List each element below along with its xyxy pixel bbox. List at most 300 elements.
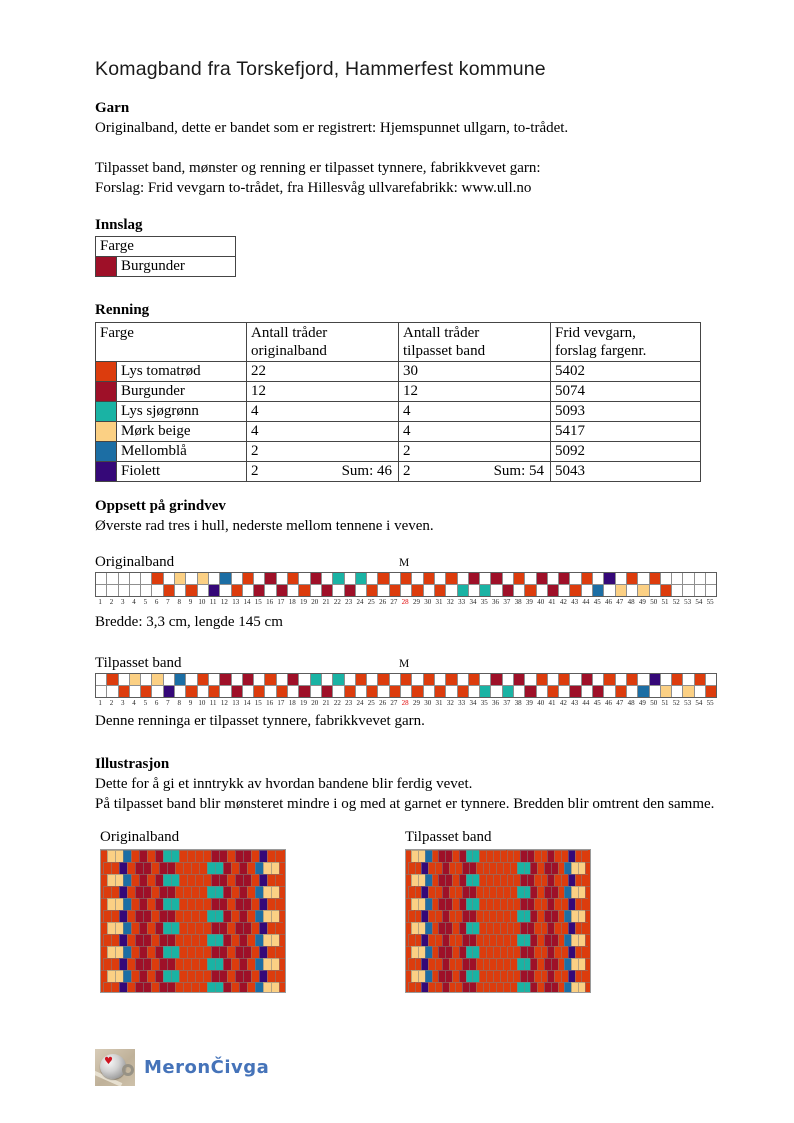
weave-brick: [513, 970, 520, 982]
weave-brick: [139, 946, 147, 958]
weave-brick: [432, 850, 439, 862]
weft-row: [101, 850, 285, 862]
warp-cell: [198, 686, 208, 697]
warp-cell: [570, 585, 580, 596]
weave-brick: [155, 850, 163, 862]
weft-row: [101, 934, 285, 946]
warp-cell: [672, 686, 682, 697]
weave-brick: [187, 922, 195, 934]
warp-cell: [401, 674, 411, 685]
weave-brick: [251, 874, 259, 886]
weave-brick: [411, 970, 418, 982]
weave-brick: [568, 922, 575, 934]
warp-cell: [107, 686, 117, 697]
warp-cell: [220, 573, 230, 584]
warp-cell: [514, 674, 524, 685]
weave-brick: [517, 862, 524, 874]
weave-brick: [493, 898, 500, 910]
weave-brick: [452, 946, 459, 958]
weave-brick: [449, 934, 456, 946]
weave-brick: [571, 910, 578, 922]
weave-brick: [466, 874, 473, 886]
warp-cell: [333, 585, 343, 596]
weave-brick: [111, 910, 119, 922]
color-swatch: [96, 422, 117, 442]
thread-number: 5: [143, 699, 148, 707]
weave-brick: [571, 862, 578, 874]
weave-brick: [267, 874, 275, 886]
tilpasset-count: 2 Sum: 54: [399, 462, 551, 482]
weave-brick: [520, 898, 527, 910]
weave-brick: [111, 886, 119, 898]
thread-number: 12: [220, 598, 228, 606]
thread-number: 33: [458, 598, 466, 606]
weave-brick: [575, 874, 582, 886]
weave-brick: [438, 970, 445, 982]
thread-number: 24: [356, 598, 364, 606]
warp-cell: [96, 674, 106, 685]
innslag-table: [95, 236, 236, 277]
thread-number: 4: [132, 598, 136, 606]
weave-brick: [435, 934, 442, 946]
thread-number: 11: [209, 598, 217, 606]
warp-cell: [412, 573, 422, 584]
warp-cell: [378, 686, 388, 697]
weft-row: [406, 862, 590, 874]
weave-brick: [103, 862, 111, 874]
weave-brick: [227, 898, 235, 910]
thread-number: 14: [243, 598, 251, 606]
weave-brick: [127, 862, 135, 874]
warp-cell: [141, 585, 151, 596]
weave-brick: [271, 958, 279, 970]
warp-cell: [299, 573, 309, 584]
warp-cell: [480, 585, 490, 596]
thread-number: 20: [311, 598, 319, 606]
warp-cell: [164, 585, 174, 596]
warp-cell: [548, 686, 558, 697]
illustration-panels: [100, 828, 718, 993]
warp-cell: [695, 686, 705, 697]
thread-number: 36: [492, 598, 500, 606]
weave-brick: [452, 850, 459, 862]
weave-brick: [541, 970, 548, 982]
warp-cell: [683, 585, 693, 596]
weave-brick: [155, 970, 163, 982]
weave-brick: [123, 946, 131, 958]
weave-brick: [408, 934, 415, 946]
weave-brick: [235, 922, 243, 934]
oppsett-instruction: Øverste rad tres i hull, nederste mellom tennene i veven.: [95, 518, 434, 534]
weave-brick: [127, 982, 135, 993]
weave-brick: [259, 850, 267, 862]
weave-brick: [442, 958, 449, 970]
warp-cell: [435, 573, 445, 584]
warp-cell: [638, 585, 648, 596]
weave-brick: [131, 946, 139, 958]
warp-cell: [277, 585, 287, 596]
weave-brick: [541, 898, 548, 910]
weave-brick: [211, 946, 219, 958]
thread-number: 6: [154, 699, 159, 707]
weave-brick: [279, 958, 286, 970]
warp-cell: [119, 674, 129, 685]
weave-brick: [493, 874, 500, 886]
weave-brick: [551, 886, 558, 898]
tilpasset-caption: Denne renninga er tilpasset tynnere, fabrikkvevet garn.: [95, 713, 425, 729]
thread-number: 4: [132, 699, 136, 707]
warp-cell: [548, 585, 558, 596]
thread-number: 31: [435, 699, 443, 707]
weave-brick: [415, 886, 422, 898]
thread-number: 38: [514, 598, 522, 606]
weft-row: [101, 898, 285, 910]
original-count: 2 Sum: 46: [247, 462, 399, 482]
thread-number: 35: [480, 699, 488, 707]
renning-heading: Renning: [95, 302, 150, 318]
weave-brick: [455, 934, 462, 946]
warp-cell: [514, 686, 524, 697]
weave-brick: [425, 874, 432, 886]
warp-cell: [232, 686, 242, 697]
weave-brick: [534, 946, 541, 958]
warp-cell: [683, 573, 693, 584]
weave-brick: [571, 982, 578, 993]
weave-brick: [179, 850, 187, 862]
weave-brick: [171, 946, 179, 958]
weave-brick: [415, 862, 422, 874]
weave-brick: [163, 922, 171, 934]
warp-cell: [582, 573, 592, 584]
tilpasset-count: 12: [399, 382, 551, 402]
thread-number: 33: [458, 699, 466, 707]
heart-icon: ♥: [104, 1056, 113, 1067]
thread-number: 43: [571, 598, 579, 606]
warp-cell: [220, 674, 230, 685]
color-swatch: [96, 382, 117, 402]
weave-brick: [163, 970, 171, 982]
weave-brick: [455, 910, 462, 922]
warp-cell: [650, 686, 660, 697]
weave-brick: [411, 850, 418, 862]
weave-brick: [469, 886, 476, 898]
spacer: [95, 138, 718, 158]
weave-brick: [561, 970, 568, 982]
warp-draft-original: [95, 572, 717, 597]
weave-brick: [547, 946, 554, 958]
weave-brick: [486, 970, 493, 982]
weave-brick: [199, 910, 207, 922]
weave-brick: [119, 934, 127, 946]
weave-brick: [100, 898, 107, 910]
warp-cell: [480, 573, 490, 584]
weave-brick: [171, 874, 179, 886]
garn-line1: Originalband, dette er bandet som er registrert: Hjemspunnet ullgarn, to-trådet.: [95, 120, 569, 136]
garn-line3: Forslag: Frid vevgarn to-trådet, fra Hillesvåg ullvarefabrikk: www.ull.no: [95, 180, 532, 196]
weave-brick: [537, 934, 544, 946]
weave-brick: [235, 946, 243, 958]
weave-brick: [472, 874, 479, 886]
warp-cell: [638, 573, 648, 584]
weft-row: [406, 850, 590, 862]
warp-cell: [503, 585, 513, 596]
renning-col-tilpasset: Antall tråder tilpasset band: [399, 323, 551, 362]
weave-brick: [428, 958, 435, 970]
warp-cell: [638, 686, 648, 697]
weave-brick: [551, 910, 558, 922]
weave-brick: [507, 850, 514, 862]
warp-cell: [130, 674, 140, 685]
thread-number: 31: [435, 598, 443, 606]
thread-number: 25: [367, 598, 375, 606]
weave-brick: [139, 874, 147, 886]
warp-cell: [152, 585, 162, 596]
warp-cell: [107, 573, 117, 584]
weave-brick: [207, 934, 215, 946]
warp-cell: [446, 686, 456, 697]
weave-brick: [163, 898, 171, 910]
weave-brick: [483, 958, 490, 970]
weave-brick: [432, 898, 439, 910]
weave-brick: [175, 958, 183, 970]
warp-cell: [480, 686, 490, 697]
weave-brick: [267, 850, 275, 862]
weave-brick: [119, 958, 127, 970]
weave-brick: [259, 874, 267, 886]
weave-brick: [411, 898, 418, 910]
weave-brick: [500, 922, 507, 934]
weave-brick: [486, 922, 493, 934]
warp-cell: [424, 573, 434, 584]
warp-cell: [288, 573, 298, 584]
thread-number: 15: [254, 699, 262, 707]
renning-col-fargenr: Frid vevgarn, forslag fargenr.: [551, 323, 701, 362]
weave-brick: [243, 874, 251, 886]
thread-number: 39: [525, 598, 533, 606]
weave-brick: [408, 886, 415, 898]
weave-brick: [517, 910, 524, 922]
weave-brick: [445, 898, 452, 910]
weave-brick: [435, 958, 442, 970]
thread-number: 6: [154, 598, 159, 606]
weave-brick: [547, 874, 554, 886]
warp-cell: [345, 573, 355, 584]
thread-number: 47: [616, 699, 624, 707]
warp-cell: [514, 585, 524, 596]
weave-brick: [203, 970, 211, 982]
weave-brick: [151, 934, 159, 946]
weave-brick: [271, 862, 279, 874]
weave-brick: [223, 982, 231, 993]
warp-cell: [243, 686, 253, 697]
band-block-original: [95, 554, 718, 632]
weave-brick: [143, 934, 151, 946]
weave-brick: [103, 958, 111, 970]
weave-brick: [227, 946, 235, 958]
weave-brick: [263, 982, 271, 993]
weave-brick: [466, 970, 473, 982]
weave-brick: [554, 946, 561, 958]
weave-brick: [496, 910, 503, 922]
weave-brick: [466, 850, 473, 862]
weave-brick: [418, 946, 425, 958]
weave-brick: [530, 886, 537, 898]
weave-brick: [219, 898, 227, 910]
thread-number: 38: [514, 699, 522, 707]
weave-brick: [520, 850, 527, 862]
weave-brick: [195, 898, 203, 910]
weave-brick: [455, 982, 462, 993]
weave-brick: [554, 850, 561, 862]
weave-brick: [187, 850, 195, 862]
weave-brick: [199, 958, 207, 970]
warp-cell: [503, 573, 513, 584]
weave-brick: [466, 898, 473, 910]
weave-brick: [155, 946, 163, 958]
warp-cell: [141, 686, 151, 697]
warp-cell: [322, 686, 332, 697]
weave-brick: [541, 922, 548, 934]
weave-brick: [489, 886, 496, 898]
warp-cell: [548, 674, 558, 685]
renning-col-originalband: Antall tråder originalband: [247, 323, 399, 362]
weave-brick: [442, 982, 449, 993]
weave-brick: [107, 970, 115, 982]
weave-brick: [171, 850, 179, 862]
weave-brick: [496, 982, 503, 993]
warp-cell: [424, 585, 434, 596]
warp-cell: [243, 573, 253, 584]
weave-brick: [472, 922, 479, 934]
weave-brick: [195, 850, 203, 862]
original-count: 4: [247, 422, 399, 442]
weave-brick: [215, 982, 223, 993]
weave-brick: [267, 898, 275, 910]
weave-brick: [411, 946, 418, 958]
weave-brick: [452, 970, 459, 982]
brand-name: MeronČivga: [144, 1057, 270, 1078]
warp-cell: [593, 585, 603, 596]
weave-brick: [231, 982, 239, 993]
woven-band-tilpasset: [405, 849, 591, 993]
original-count: 22: [247, 362, 399, 382]
weave-brick: [581, 874, 588, 886]
warp-cell: [446, 573, 456, 584]
weave-brick: [211, 970, 219, 982]
weave-brick: [568, 874, 575, 886]
weave-brick: [571, 958, 578, 970]
band-block-tilpasset: [95, 655, 718, 731]
weave-brick: [179, 970, 187, 982]
warp-cell: [367, 674, 377, 685]
weave-brick: [507, 874, 514, 886]
weave-brick: [255, 910, 263, 922]
weave-brick: [425, 850, 432, 862]
weave-brick: [469, 934, 476, 946]
thread-number: 48: [627, 699, 635, 707]
warp-cell: [446, 674, 456, 685]
weave-brick: [143, 862, 151, 874]
warp-cell: [254, 686, 264, 697]
weave-brick: [143, 910, 151, 922]
illustration-tilpasset: [405, 828, 591, 993]
weave-brick: [267, 946, 275, 958]
weave-brick: [520, 946, 527, 958]
weave-brick: [551, 958, 558, 970]
warp-cell: [593, 686, 603, 697]
warp-cell: [706, 686, 716, 697]
thread-number: 34: [469, 699, 477, 707]
weave-brick: [103, 934, 111, 946]
thread-number: 9: [188, 699, 193, 707]
warp-cell: [209, 573, 219, 584]
warp-cell: [616, 674, 626, 685]
weave-brick: [418, 922, 425, 934]
weave-brick: [578, 910, 585, 922]
thread-number: 52: [672, 699, 680, 707]
illustrasjon-line2: På tilpasset band blir mønsteret mindre i og med at garnet er tynnere. Bredden blir omtrent den samme.: [95, 796, 715, 812]
weave-brick: [452, 898, 459, 910]
warp-cell: [469, 686, 479, 697]
weave-brick: [510, 886, 517, 898]
weave-brick: [503, 862, 510, 874]
warp-cell: [537, 573, 547, 584]
thread-number: 55: [706, 699, 714, 707]
weave-brick: [476, 982, 483, 993]
thread-number: 41: [548, 699, 556, 707]
warp-cell: [570, 686, 580, 697]
fargenr-value: 5402: [551, 362, 701, 382]
weave-brick: [462, 862, 469, 874]
weave-brick: [517, 886, 524, 898]
weave-brick: [486, 898, 493, 910]
weave-brick: [159, 958, 167, 970]
warp-cell: [311, 686, 321, 697]
weft-row: [406, 886, 590, 898]
weave-brick: [215, 862, 223, 874]
warp-cell: [141, 674, 151, 685]
weave-brick: [219, 970, 227, 982]
warp-cell: [559, 585, 569, 596]
brand-photo: [95, 1049, 135, 1086]
weave-brick: [438, 898, 445, 910]
color-name: Fiolett: [117, 462, 247, 482]
weave-brick: [100, 874, 107, 886]
warp-cell: [356, 674, 366, 685]
weave-brick: [524, 862, 531, 874]
weave-brick: [483, 886, 490, 898]
illustrasjon-heading: Illustrasjon: [95, 756, 170, 772]
weave-brick: [428, 982, 435, 993]
weave-brick: [452, 922, 459, 934]
warp-cell: [288, 686, 298, 697]
weave-brick: [271, 982, 279, 993]
weave-brick: [479, 898, 486, 910]
thread-number: 22: [333, 699, 341, 707]
warp-cell: [683, 686, 693, 697]
thread-number: 35: [480, 598, 488, 606]
weave-brick: [115, 946, 123, 958]
weave-brick: [445, 850, 452, 862]
weave-brick: [159, 910, 167, 922]
weave-brick: [544, 886, 551, 898]
weave-brick: [561, 946, 568, 958]
warp-cell: [401, 573, 411, 584]
weave-brick: [500, 946, 507, 958]
weave-brick: [107, 874, 115, 886]
weave-brick: [167, 958, 175, 970]
weave-brick: [259, 922, 267, 934]
